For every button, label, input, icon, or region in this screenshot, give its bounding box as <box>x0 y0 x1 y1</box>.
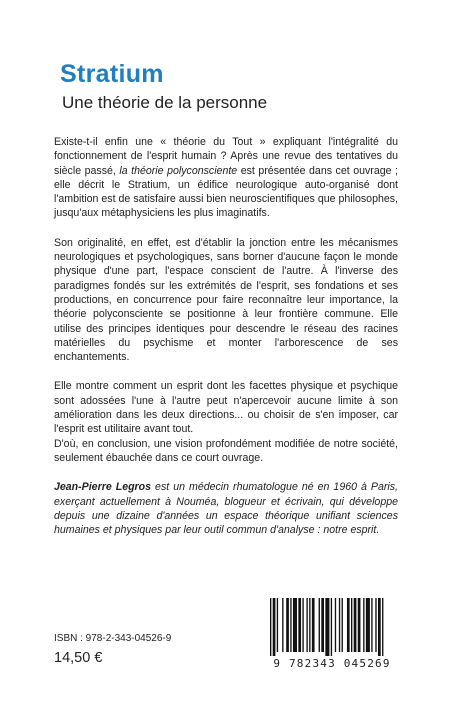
barcode-number: 9 782343 045269 <box>273 657 391 670</box>
isbn-label: ISBN : 978-2-343-04526-9 <box>54 633 172 644</box>
paragraph-intro: Existe-t-il enfin une « théorie du Tout » expliquant l'intégralité du fonctionnement de l'esprit humain ? Après une revue des tentatives du siècle passé, la théorie polyconsciente est présentée dans cet ouvrage ; elle décrit le Stratium, un édifice neurologique auto-organisé dont l'ambition est de satisfaire aussi bien neuroscientifiques que philosophes, jusqu'aux métaphysiciens les plus imaginatifs. <box>54 136 398 220</box>
paragraph-conclusion: D'où, en conclusion, une vision profondément modifiée de notre société, seulement ébauchée dans ce court ouvrage. <box>54 437 398 464</box>
book-title: Stratium <box>60 60 164 88</box>
paragraph-originality: Son originalité, en effet, est d'établir la jonction entre les mécanismes neurologiques et psychologiques, sans borner d'aucune façon le monde physique d'une part, l'espace conscient de l'autre. À l'inverse des paradigmes fondés sur les extrémités de l'esprit, ses fondations et ses productions, en concurrence pour faire reconnaître leur importance, la théorie polyconsciente se positionne à leur frontière commune. Elle utilise des principes identiques pour descendre le réseau des racines matérielles du psychisme et monter l'arborescence de ses enchantements. <box>54 236 398 364</box>
price-label: 14,50 € <box>54 650 103 666</box>
book-subtitle: Une théorie de la personne <box>62 93 268 112</box>
author-name: Jean-Pierre Legros <box>54 481 152 494</box>
paragraph-facets: Elle montre comment un esprit dont les facettes physique et psychique sont adossées l'une à l'autre peut n'apercevoir aucune limite à son amélioration dans les deux directions... ou choisir de s'en imposer, car l'esprit est utilitaire avant tout. <box>54 380 398 436</box>
author-bio: Jean-Pierre Legros est un médecin rhumatologue né en 1960 à Paris, exerçant actuellement à Nouméa, blogueur et écrivain, qui développe depuis une dizaine d'années un espace théorique unifiant sciences humaines et physiques par leur outil commun d'analyse : notre esprit. <box>54 481 398 537</box>
blurb-text <box>54 135 398 552</box>
